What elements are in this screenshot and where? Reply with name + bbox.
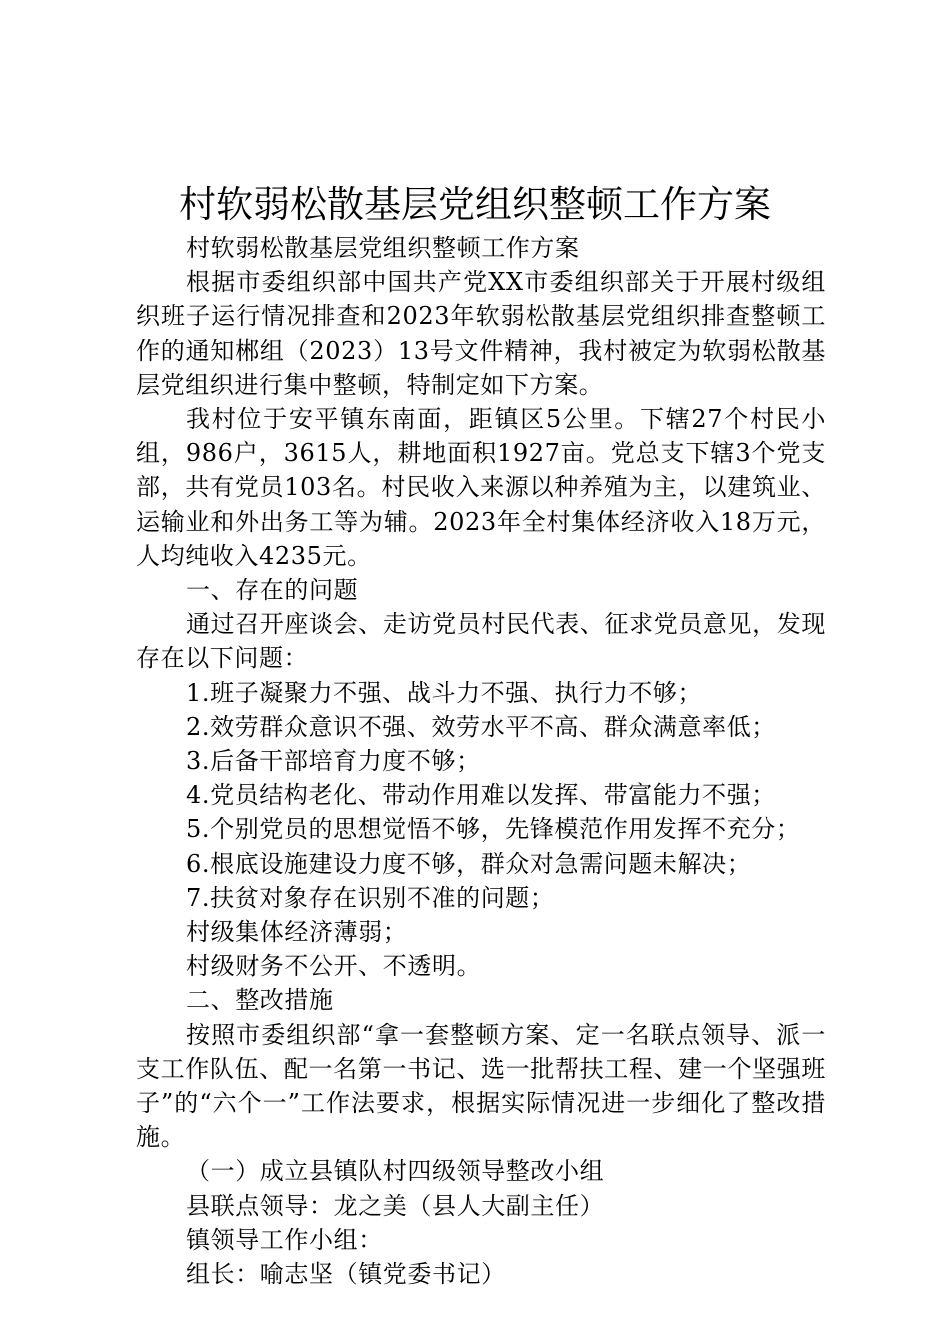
paragraph-group-leader: 组长：喻志坚（镇党委书记） (186, 1260, 506, 1289)
paragraph-town-working-group: 镇领导工作小组： (186, 1225, 383, 1254)
paragraph-village-overview: 我村位于安平镇东南面，距镇区5公里。下辖27个村民小组，986户，3615人，耕地面积1927亩。党总支下辖3个党支部，共有党员103名。村民收入来源以种养殖为主，以建筑业、运输业和外出务工等为辅。2023年全村集体经济收入18万元，人均纯收入4235元。 (136, 405, 826, 570)
paragraph-problems-intro: 通过召开座谈会、走访党员村民代表、征求党员意见，发现存在以下问题： (136, 610, 826, 673)
list-item-problem-8: 村级集体经济薄弱； (186, 918, 408, 947)
list-item-problem-7: 7.扶贫对象存在识别不准的问题； (186, 883, 555, 912)
list-item-problem-9: 村级财务不公开、不透明。 (186, 952, 482, 981)
list-item-problem-5: 5.个别党员的思想觉悟不够，先锋模范作用发挥不充分； (186, 815, 801, 844)
document-body (136, 231, 826, 1291)
document-title: 村软弱松散基层党组织整顿工作方案 (179, 183, 771, 226)
paragraph-measures-intro: 按照市委组织部“拿一套整顿方案、定一名联点领导、派一支工作队伍、配一名第一书记、选一批帮扶工程、建一个坚强班子”的“六个一”工作法要求，根据实际情况进一步细化了整改措施。 (136, 1020, 826, 1152)
section-heading-measures: 二、整改措施 (186, 986, 334, 1015)
subsection-heading-leadership-group: （一）成立县镇队村四级领导整改小组 (186, 1157, 605, 1186)
list-item-problem-6: 6.根底设施建设力度不够，群众对急需问题未解决； (186, 849, 752, 878)
list-item-problem-3: 3.后备干部培育力度不够； (186, 747, 481, 776)
list-item-problem-1: 1.班子凝聚力不强、战斗力不强、执行力不够； (186, 678, 703, 707)
list-item-problem-2: 2.效劳群众意识不强、效劳水平不高、群众满意率低； (186, 712, 776, 741)
section-heading-problems: 一、存在的问题 (186, 576, 359, 605)
paragraph-basis: 根据市委组织部中国共产党XX市委组织部关于开展村级组织班子运行情况排查和2023年软弱松散基层党组织排查整顿工作的通知郴组（2023）13号文件精神，我村被定为软弱松散基层党组织进行集中整顿，特制定如下方案。 (136, 268, 826, 399)
list-item-problem-4: 4.党员结构老化、带动作用难以发挥、带富能力不强； (186, 781, 776, 810)
paragraph-county-leader: 县联点领导：龙之美（县人大副主任） (186, 1191, 605, 1220)
paragraph-subtitle: 村软弱松散基层党组织整顿工作方案 (186, 234, 580, 262)
